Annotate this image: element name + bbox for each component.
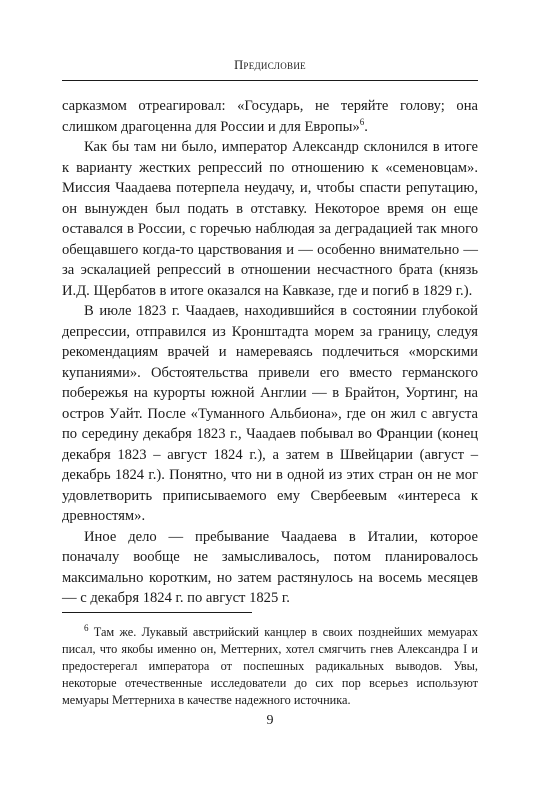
paragraph-text: сарказмом отреагировал: «Государь, не теряйте голову; она слишком драгоценна для России и для Европы» <box>62 98 478 135</box>
page-number: 9 <box>266 713 274 728</box>
footnote-text: Там же. Лукавый австрийский канцлер в своих позднейших мемуарах писал, что якобы именно он, Меттерних, хотел смягчить гнев Александра I и предостерегал императора от поспешных радикальных выводов. Увы, некоторые отечественные исследователи до сих пор всерьез используют мемуары Меттерниха в качестве надежного источника. <box>62 625 478 707</box>
paragraph: В июле 1823 г. Чаадаев, находившийся в состоянии глубокой депрессии, отправился из Кронштадта морем за границу, следуя рекомендациям врачей и намереваясь подлечиться «морскими купаниями». Обстоятельства привели его вместо германского побережья на курорты южной Англии — в Брайтон, Уортинг, на остров Уайт. После «Туманного Альбиона», где он жил с августа по середину декабря 1823 г., Чаадаев побывал во Франции (конец декабря 1823 – август 1824 г.), а затем в Швейцарии (август – декабрь 1824 г.). Понятно, что ни в одной из этих стран он не мог удовлетворить приписываемого ему Свербеевым «интереса к древностям». <box>62 303 478 524</box>
header-rule <box>62 80 478 81</box>
paragraph: Как бы там ни было, император Александр склонился в итоге к варианту жестких репрессий по отношению к «семеновцам». Миссия Чаадаева потерпела неудачу, и, чтобы спасти репутацию, он вынужден был подать в отставку. Некоторое время он еще оставался в России, с горечью наблюдая за деградацией так много обещавшего когда-то царствования и — особенно внимательно — за эскалацией репрессий в отношении несчастного брата (князь И.Д. Щербатов в итоге оказался на Кавказе, где и погиб в 1829 г.). <box>62 139 478 299</box>
footnote-ref[interactable]: 6 <box>359 116 365 127</box>
footnote <box>62 624 478 709</box>
running-head: Предисловие <box>234 58 306 72</box>
footnote-rule <box>62 612 252 613</box>
footnote-number: 6 <box>84 622 89 633</box>
paragraph: Иное дело — пребывание Чаадаева в Италии, которое поначалу вообще не замысливалось, потом планировалось максимально коротким, но затем растянулось на восемь месяцев — с декабря 1824 г. по август 1825 г. <box>62 528 478 606</box>
paragraph-continuation: сарказмом отреагировал: «Государь, не теряйте голову; она слишком драгоценна для России и для Европы»$^6$. <box>62 98 478 135</box>
body-text <box>62 96 478 609</box>
footnote-text-block <box>62 624 478 709</box>
